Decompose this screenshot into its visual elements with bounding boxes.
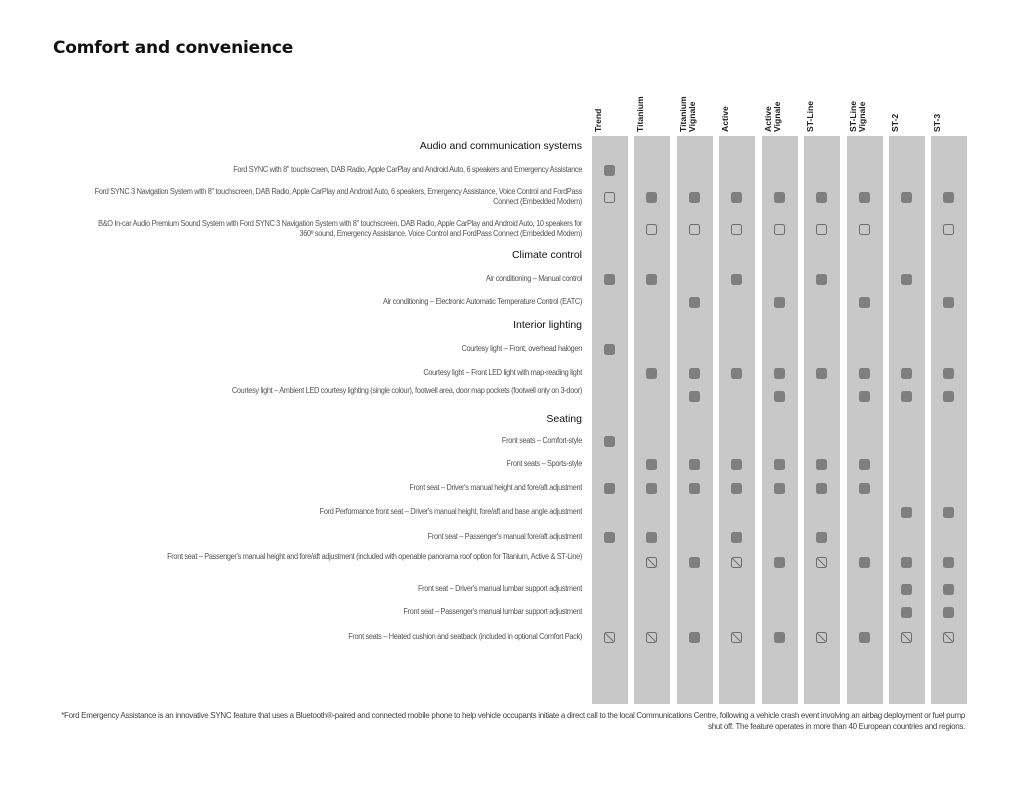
not-available-mark-icon — [646, 557, 657, 568]
column-header-label: ST-Line Vignale — [848, 100, 867, 132]
section-heading: Audio and communication systems — [419, 140, 582, 152]
standard-mark-icon — [943, 557, 954, 568]
standard-mark-icon — [774, 483, 785, 494]
standard-mark-icon — [731, 459, 742, 470]
column-header — [677, 84, 713, 132]
column-header — [762, 84, 798, 132]
standard-mark-icon — [901, 607, 912, 618]
column-background — [762, 136, 798, 704]
standard-mark-icon — [646, 368, 657, 379]
standard-mark-icon — [604, 344, 615, 355]
standard-mark-icon — [943, 507, 954, 518]
column-header-label: Titanium — [635, 96, 645, 132]
standard-mark-icon — [901, 274, 912, 285]
not-available-mark-icon — [604, 632, 615, 643]
standard-mark-icon — [646, 459, 657, 470]
standard-mark-icon — [689, 483, 700, 494]
feature-label: Front seats – Comfort-style — [501, 436, 582, 445]
standard-mark-icon — [943, 391, 954, 402]
not-available-mark-icon — [901, 632, 912, 643]
standard-mark-icon — [774, 391, 785, 402]
column-background — [847, 136, 883, 704]
not-available-mark-icon — [731, 632, 742, 643]
feature-label: Front seats – Heated cushion and seatback (included in optional Comfort Pack) — [348, 632, 582, 641]
standard-mark-icon — [859, 391, 870, 402]
standard-mark-icon — [689, 297, 700, 308]
standard-mark-icon — [689, 557, 700, 568]
feature-label: Front seat – Driver's manual lumbar support adjustment — [417, 584, 582, 593]
feature-label: Courtesy light – Front LED light with map-reading light — [423, 368, 582, 377]
standard-mark-icon — [859, 483, 870, 494]
column-header-label: ST-2 — [890, 113, 900, 132]
standard-mark-icon — [646, 483, 657, 494]
standard-mark-icon — [774, 368, 785, 379]
standard-mark-icon — [774, 632, 785, 643]
standard-mark-icon — [816, 483, 827, 494]
standard-mark-icon — [774, 459, 785, 470]
not-available-mark-icon — [646, 632, 657, 643]
option-mark-icon — [816, 224, 827, 235]
standard-mark-icon — [774, 192, 785, 203]
standard-mark-icon — [731, 532, 742, 543]
option-mark-icon — [731, 224, 742, 235]
standard-mark-icon — [943, 584, 954, 595]
not-available-mark-icon — [816, 557, 827, 568]
feature-label: Ford SYNC 3 Navigation System with 8" touchscreen, DAB Radio, Apple CarPlay and Android Auto, 6 speakers, Emergency Assistance, Voice Control and FordPass Connect (Embedded Modem) — [94, 187, 582, 206]
column-header-label: ST-3 — [932, 113, 942, 132]
standard-mark-icon — [774, 557, 785, 568]
feature-label: Front seat – Passenger's manual fore/aft adjustment — [427, 532, 582, 541]
column-header — [719, 84, 755, 132]
standard-mark-icon — [689, 459, 700, 470]
standard-mark-icon — [816, 274, 827, 285]
column-header-label: Active — [720, 106, 730, 132]
feature-label: Front seat – Driver's manual height and fore/aft adjustment — [409, 483, 582, 492]
standard-mark-icon — [731, 483, 742, 494]
column-background — [889, 136, 925, 704]
standard-mark-icon — [901, 584, 912, 595]
column-header-label: Trend — [593, 108, 603, 132]
feature-label: Ford Performance front seat – Driver's manual height, fore/aft and base angle adjustment — [319, 507, 582, 516]
feature-label: Courtesy light – Ambient LED courtesy lighting (single colour), footwell area, door map pockets (footwell only on 3-door) — [231, 386, 582, 395]
column-header — [592, 84, 628, 132]
feature-label: Air conditioning – Electronic Automatic Temperature Control (EATC) — [383, 297, 582, 306]
column-background — [634, 136, 670, 704]
standard-mark-icon — [943, 368, 954, 379]
feature-label: Air conditioning – Manual control — [485, 274, 582, 283]
column-header — [804, 84, 840, 132]
feature-label: B&O In-car Audio Premium Sound System with Ford SYNC 3 Navigation System with 8" touchscreen, DAB Radio, Apple CarPlay and Android Auto, 10 speakers for 360º sound, Emergency Assistance, Voice Control and FordPass Connect (Embedded Modem) — [98, 219, 582, 238]
standard-mark-icon — [731, 192, 742, 203]
standard-mark-icon — [943, 297, 954, 308]
standard-mark-icon — [604, 436, 615, 447]
column-background — [719, 136, 755, 704]
standard-mark-icon — [816, 459, 827, 470]
section-heading: Climate control — [511, 249, 582, 261]
section-heading: Interior lighting — [513, 319, 582, 331]
standard-mark-icon — [689, 391, 700, 402]
option-mark-icon — [646, 224, 657, 235]
option-mark-icon — [859, 224, 870, 235]
standard-mark-icon — [901, 507, 912, 518]
standard-mark-icon — [816, 192, 827, 203]
feature-label: Front seats – Sports-style — [506, 459, 582, 468]
standard-mark-icon — [859, 632, 870, 643]
feature-label: Front seat – Passenger's manual height and fore/aft adjustment (included with openable panorama roof option for Titanium, Active & ST-Line) — [167, 552, 583, 561]
standard-mark-icon — [604, 274, 615, 285]
standard-mark-icon — [604, 165, 615, 176]
standard-mark-icon — [604, 483, 615, 494]
column-background — [592, 136, 628, 704]
column-header — [634, 84, 670, 132]
standard-mark-icon — [816, 532, 827, 543]
column-header-label: ST-Line — [805, 100, 815, 132]
page-title: Comfort and convenience — [53, 38, 294, 58]
section-heading: Seating — [546, 413, 582, 425]
footnote: *Ford Emergency Assistance is an innovative SYNC feature that uses a Bluetooth®-paired and connected mobile phone to help vehicle occupants initiate a direct call to the local Communications Centre, following a vehicle crash event involving an airbag deployment or fuel pump shut off. The feature operates in more than 40 European countries and regions. — [61, 711, 965, 731]
column-header — [931, 84, 967, 132]
column-background — [931, 136, 967, 704]
option-mark-icon — [943, 224, 954, 235]
standard-mark-icon — [859, 192, 870, 203]
column-header — [889, 84, 925, 132]
standard-mark-icon — [859, 459, 870, 470]
option-mark-icon — [689, 224, 700, 235]
standard-mark-icon — [859, 557, 870, 568]
not-available-mark-icon — [943, 632, 954, 643]
column-header — [847, 84, 883, 132]
option-mark-icon — [774, 224, 785, 235]
column-background — [677, 136, 713, 704]
standard-mark-icon — [859, 297, 870, 308]
standard-mark-icon — [943, 607, 954, 618]
standard-mark-icon — [901, 192, 912, 203]
standard-mark-icon — [859, 368, 870, 379]
standard-mark-icon — [646, 274, 657, 285]
standard-mark-icon — [943, 192, 954, 203]
feature-label: Ford SYNC with 8" touchscreen, DAB Radio, Apple CarPlay and Android Auto, 6 speakers and Emergency Assistance — [233, 165, 583, 174]
standard-mark-icon — [604, 532, 615, 543]
standard-mark-icon — [901, 557, 912, 568]
column-background — [804, 136, 840, 704]
column-header-label: Active Vignale — [763, 101, 782, 132]
column-header-label: Titanium Vignale — [678, 96, 697, 132]
feature-label: Courtesy light – Front, overhead halogen — [461, 344, 582, 353]
standard-mark-icon — [774, 297, 785, 308]
option-mark-icon — [604, 192, 615, 203]
standard-mark-icon — [646, 192, 657, 203]
standard-mark-icon — [731, 274, 742, 285]
standard-mark-icon — [901, 391, 912, 402]
standard-mark-icon — [689, 192, 700, 203]
standard-mark-icon — [901, 368, 912, 379]
standard-mark-icon — [646, 532, 657, 543]
standard-mark-icon — [731, 368, 742, 379]
standard-mark-icon — [816, 368, 827, 379]
not-available-mark-icon — [731, 557, 742, 568]
standard-mark-icon — [689, 632, 700, 643]
not-available-mark-icon — [816, 632, 827, 643]
feature-label: Front seat – Passenger's manual lumbar support adjustment — [403, 607, 582, 616]
standard-mark-icon — [689, 368, 700, 379]
